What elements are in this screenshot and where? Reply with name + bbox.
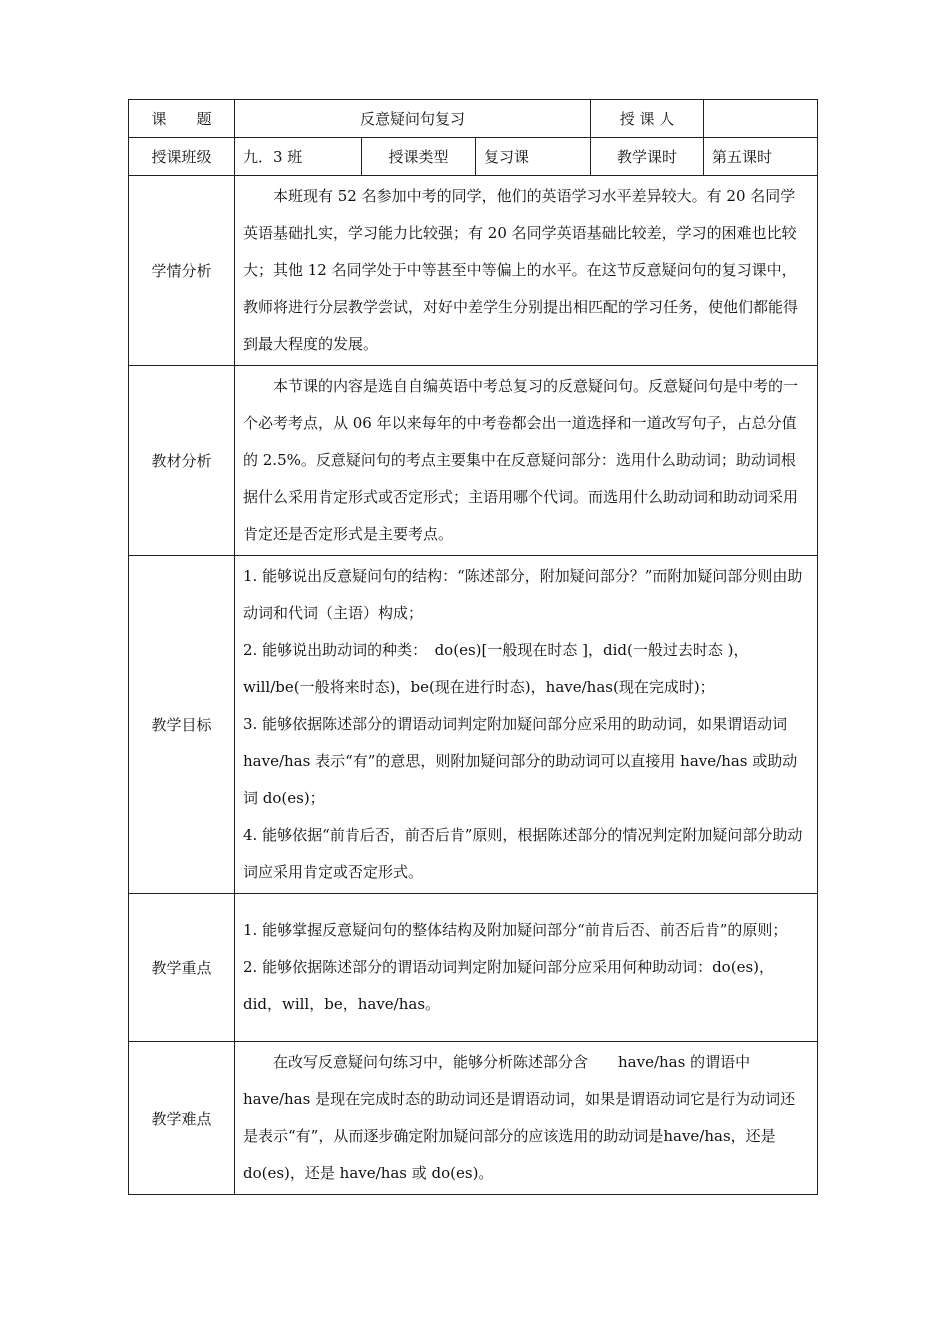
student-analysis-row <box>129 176 818 366</box>
class-value: 九．3 班 <box>235 138 362 176</box>
student-analysis-text: 本班现有 52 名参加中考的同学，他们的英语学习水平差异较大。有 20 名同学英语基础扎实，学习能力比较强；有 20 名同学英语基础比较差，学习的困难也比较大；其他 12 名同学处于中等甚至中等偏上的水平。在这节反意疑问句的复习课中，教师将进行分层教学尝试，对好中差学生分别提出相匹配的学习任务，使他们都能得到最大程度的发展。 <box>243 187 799 353</box>
info-row <box>129 138 818 176</box>
student-analysis-label: 学情分析 <box>129 176 235 366</box>
objectives-cell <box>235 556 818 894</box>
header-row <box>129 100 818 138</box>
teacher-value <box>704 100 818 138</box>
material-analysis-cell <box>235 366 818 556</box>
key-point-item: 1. 能够掌握反意疑问句的整体结构及附加疑问部分“前肯后否、前否后肯”的原则； <box>243 921 788 939</box>
material-analysis-row <box>129 366 818 556</box>
objectives-label: 教学目标 <box>129 556 235 894</box>
objective-item: 2. 能够说出助动词的种类： do(es)[一般现在时态 ]，did(一般过去时态 )，will/be(一般将来时态)，be(现在进行时态)，have/has(现在完成时)； <box>243 641 749 696</box>
difficulties-row <box>129 1042 818 1195</box>
period-value: 第五课时 <box>704 138 818 176</box>
class-label: 授课班级 <box>129 138 235 176</box>
type-label: 授课类型 <box>362 138 476 176</box>
objective-item: 4. 能够依据“前肯后否，前否后肯”原则，根据陈述部分的情况判定附加疑问部分助动词应采用肯定或否定形式。 <box>243 826 803 881</box>
key-points-cell <box>235 894 818 1042</box>
material-analysis-text: 本节课的内容是选自自编英语中考总复习的反意疑问句。反意疑问句是中考的一个必考考点，从 06 年以来每年的中考卷都会出一道选择和一道改写句子，占总分值的 2.5%。反意疑问句的考点主要集中在反意疑问部分：选用什么助动词；助动词根据什么采用肯定形式或否定形式；主语用哪个代词。而选用什么助动词和助动词采用肯定还是否定形式是主要考点。 <box>243 377 799 543</box>
objectives-row <box>129 556 818 894</box>
student-analysis-cell <box>235 176 818 366</box>
objective-item: 1. 能够说出反意疑问句的结构：“陈述部分，附加疑问部分？”而附加疑问部分则由助动词和代词（主语）构成； <box>243 567 803 622</box>
objective-item: 3. 能够依据陈述部分的谓语动词判定附加疑问部分应采用的助动词，如果谓语动词 have/has 表示“有”的意思，则附加疑问部分的助动词可以直接用 have/has 或助动词 do(es)； <box>243 715 803 807</box>
type-value: 复习课 <box>476 138 591 176</box>
difficulties-cell <box>235 1042 818 1195</box>
lesson-plan-table <box>128 99 818 1195</box>
key-points-label: 教学重点 <box>129 894 235 1042</box>
period-label: 教学课时 <box>591 138 704 176</box>
key-points-row <box>129 894 818 1042</box>
key-point-item: 2. 能够依据陈述部分的谓语动词判定附加疑问部分应采用何种助动词：do(es)，did，will，be，have/has。 <box>243 958 774 1013</box>
teacher-label: 授 课 人 <box>591 100 704 138</box>
difficulties-label: 教学难点 <box>129 1042 235 1195</box>
topic-value: 反意疑问句复习 <box>235 100 591 138</box>
difficulties-text: 在改写反意疑问句练习中，能够分析陈述部分含 have/has 的谓语中 have/has 是现在完成时态的助动词还是谓语动词，如果是谓语动词它是行为动词还是表示“有”，从而逐步确定附加疑问部分的应该选用的助动词是have/has，还是 do(es)，还是 have/has 或 do(es)。 <box>243 1053 796 1182</box>
material-analysis-label: 教材分析 <box>129 366 235 556</box>
topic-label: 课 题 <box>129 100 235 138</box>
